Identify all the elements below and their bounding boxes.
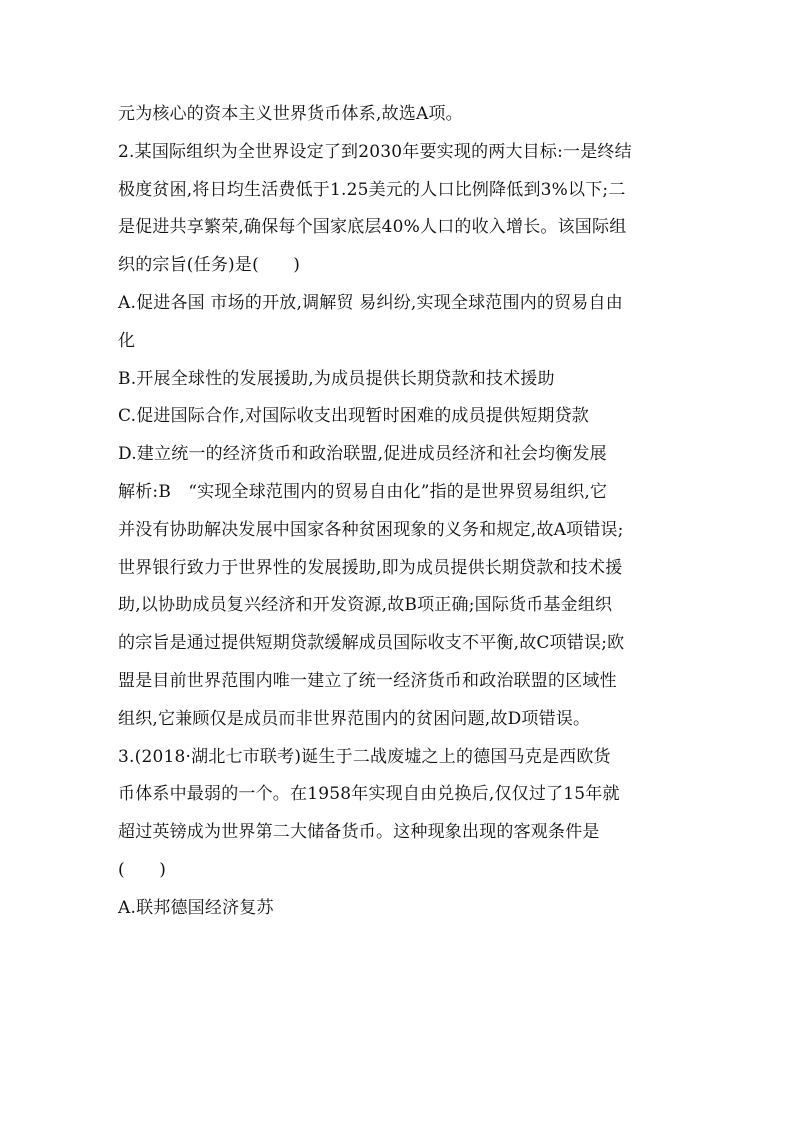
analysis-line-1: 解析:B “实现全球范围内的贸易自由化”指的是世界贸易组织,它: [118, 481, 608, 502]
analysis-line-2: 并没有协助解决发展中国家各种贫困现象的义务和规定,故A项错误;: [118, 519, 624, 540]
analysis-line-3: 世界银行致力于世界性的发展援助,即为成员提供长期贷款和技术援: [118, 557, 623, 578]
question-2-stem-line-4: 织的宗旨(任务)是( ): [118, 255, 301, 276]
question-3-option-a: A.联邦德国经济复苏: [118, 897, 274, 918]
question-2-stem-line-3: 是促进共享繁荣,确保每个国家底层40%人口的收入增长。该国际组: [118, 217, 627, 238]
text-line-1: 元为核心的资本主义世界货币体系,故选A项。: [118, 104, 463, 124]
question-2-option-a: A.促进各国 市场的开放,调解贸 易纠纷,实现全球范围内的贸易自由: [118, 292, 623, 313]
analysis-line-7: 组织,它兼顾仅是成员而非世界范围内的贫困问题,故D项错误。: [118, 708, 591, 729]
analysis-line-5: 的宗旨是通过提供短期贷款缓解成员国际收支不平衡,故C项错误;欧: [118, 633, 625, 654]
document-page: [118, 96, 688, 928]
question-2-option-a-cont: 化: [118, 330, 136, 351]
question-3-stem-line-2: 币体系中最弱的一个。在1958年实现自由兑换后,仅仅过了15年就: [118, 784, 620, 805]
question-3-stem-line-3: 超过英镑成为世界第二大储备货币。这种现象出现的客观条件是: [118, 822, 600, 843]
analysis-line-6: 盟是目前世界范围内唯一建立了统一经济货币和政治联盟的区域性: [118, 670, 617, 691]
question-3-stem-line-4: ( ): [118, 859, 167, 880]
question-2-option-d: D.建立统一的经济货币和政治联盟,促进成员经济和社会均衡发展: [118, 444, 607, 465]
question-2-option-b: B.开展全球性的发展援助,为成员提供长期贷款和技术援助: [118, 368, 555, 389]
analysis-line-4: 助,以协助成员复兴经济和开发资源,故B项正确;国际货币基金组织: [118, 595, 613, 616]
question-2-option-c: C.促进国际合作,对国际收支出现暂时困难的成员提供短期贷款: [118, 406, 590, 427]
question-2-stem-line-1: 2.某国际组织为全世界设定了到2030年要实现的两大目标:一是终结: [118, 141, 632, 162]
question-3-stem-line-1: 3.(2018·湖北七市联考)诞生于二战废墟之上的德国马克是西欧货: [118, 746, 611, 767]
question-2-stem-line-2: 极度贫困,将日均生活费低于1.25美元的人口比例降低到3%以下;二: [118, 179, 626, 200]
